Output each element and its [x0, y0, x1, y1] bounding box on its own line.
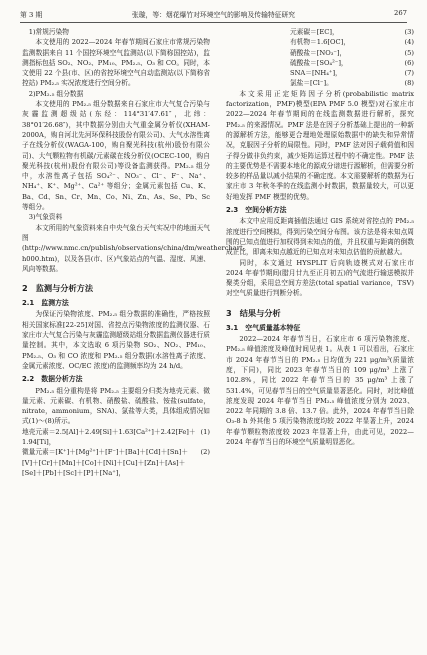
equation-number: (6)	[404, 58, 414, 67]
issue-label: 第 3 期	[20, 11, 43, 19]
equation-text: 元素碳＝[EC]，	[290, 28, 339, 36]
subsection-heading-2-1	[22, 298, 210, 308]
equation-text: 氯盐＝[Cl⁻]。	[290, 79, 333, 88]
subsection-heading-2-3	[226, 205, 414, 215]
equation-text: SNA＝[NH₄⁺]，	[290, 69, 342, 78]
paragraph-meteorology: 本文所用的气象资料来自中央气象台天气实况中的地面天气图(http://www.nmc.cn/publish/observations/china/dm/weatherchart-h000.htm)，以及各县(市、区)气象站点的气温、湿度、风速、风向等数据。	[22, 223, 245, 273]
subsection-title: 空气质量基本特征	[245, 323, 301, 332]
equation-text: 地壳元素＝2.5[Al]＋2.49[Si]＋1.63[Ca²⁺]＋2.42[Fe]＋1.94[Ti]，	[22, 427, 196, 446]
section-heading-3	[226, 308, 414, 319]
subsection-heading-3-1	[226, 323, 414, 333]
equation-number: (1)	[200, 427, 210, 436]
subsection-number: 3.1	[226, 323, 239, 332]
subsection-title: 数据分析方法	[41, 375, 83, 384]
section-number: 3	[226, 307, 232, 318]
paragraph-pmf: 本文采用正定矩阵因子分析(probabilistic matrix factorization，PMF)模型(EPA PMF 5.0 模型)对石家庄市 2022—2024 年春节期间的在线监测数据进行解析，探究 PM₂.₅ 的来源情况。PMF 法是在因子分析基础上提出的一种新的源解析方法，能够更合理地处理原始数据中的缺失和异常情况，克服因子分析的局限性。同时，PMF 法对因子载荷值和因子得分做非负约束，减少矩阵运算过程中的不确定性。PMF 法的主要优势是不需要本地化的源成分谱进行源解析，但需要分析较多的样品量以减小结果的不确定度。本文需要解析的数据为石家庄市 3 年秋冬季的在线监测小时数据，数据量较大，可以更好地发挥 PMF 模型的优势。	[226, 89, 414, 201]
section-title: 结果与分析	[239, 307, 281, 318]
subheading-pollutants: 1)常规污染物	[28, 28, 69, 36]
equation-number: (8)	[404, 79, 414, 88]
equation-number: (3)	[404, 28, 414, 36]
section-number: 2	[22, 283, 28, 294]
equation-1	[22, 427, 210, 448]
subheading-meteorology: 3)气象资料	[28, 213, 63, 222]
running-title: 张璇，等：烟花爆竹对环境空气的影响及传输特征研究	[131, 11, 296, 19]
subsection-title: 监测方法	[41, 299, 69, 308]
subsection-title: 空间分析方法	[245, 206, 287, 215]
paragraph-analysis-method: PM₂.₅ 组分重构是将 PM₂.₅ 主要组分归类为地壳元素、微量元素、元素碳、有机物、硝酸盐、硫酸盐、铵盐(sulfate，nitrate，ammonium，SNA)、氯盐等大类，具体组成情况如式(1)～(8)所示。	[22, 386, 210, 426]
equation-text: 微量元素＝[K⁺]＋[Mg²⁺]＋[F⁻]＋[Ba]＋[Cd]＋[Sn]＋[V]＋[Cr]＋[Mn]＋[Co]＋[Ni]＋[Cu]＋[Zn]＋[As]＋[Se]＋[Pb]＋[Sc]＋[P]＋[Na⁺]，	[22, 448, 189, 477]
paragraph-monitoring-method: 为保证污染物浓度、PM₂.₅ 组分数据的准确性，严格按照相关国家标准[22-25]对国、省控点污染物浓度的监测仪器、石家庄市大气复合污染与灰霾监测超级站组分数据监测仪器进行质量控制。其中，本文选取 6 项污染物 SO₂、NO₂、PM₁₀、PM₂.₅、O₃ 和 CO 浓度和 PM₂.₅ 组分数据(水溶性离子浓度、金属元素浓度、OC/EC 浓度)的监测频率均为 24 h/d。	[22, 310, 210, 370]
paragraph-spatial-1: 本文中应用反距离插值法通过 GIS 系统对省控点的 PM₂.₅ 浓度进行空间模拟，得到污染空间分布图。该方法是将未知点周围的已知点值进行加权得到未知点的值，并且权重与距离的倒数成正比，即离未知点越近的已知点对未知点估值的贡献越大。	[226, 217, 414, 257]
equation-number: (7)	[404, 69, 414, 78]
equation-3	[226, 27, 414, 37]
subsection-number: 2.1	[22, 299, 35, 308]
subsection-number: 2.3	[226, 206, 239, 215]
equation-number: (4)	[404, 38, 414, 47]
header-rule	[20, 22, 407, 23]
paragraph-components: 本文使用的 PM₂.₅ 组分数据来自石家庄市大气复合污染与灰霾监测超级站(东经：114°31′47.61″，北纬：38°01′26.68″)，其中数据分别由大气重金属分析仪(XHAM-2000A，购自河北先河环保科技股份有限公司)、大气水溶性离子在线分析仪(WAGA-100，购自聚光科技(杭州)股份有限公司)、大气颗粒物有机碳/元素碳在线分析仪(OCEC-100，购自聚光科技(杭州)股份有限公司)等设备监测获得。PM₂.₅ 组分中，水溶性离子包括 SO₄²⁻、NO₃⁻、Cl⁻、F⁻、Na⁺、NH₄⁺、K⁺、Mg²⁺、Ca²⁺ 等组分；金属元素包括 Cu、K、Ba、Cd、Sn、Cr、Mn、Co、Ni、Zn、As、Se、Pb、Sc 等组分。	[22, 100, 210, 212]
equation-5	[226, 48, 414, 58]
subsection-heading-2-2	[22, 374, 210, 384]
equation-text: 硝酸盐＝[NO₃⁻]，	[290, 48, 347, 57]
paragraph-spatial-2: 同时，本文通过 HYSPLIT 后向轨迹模式对石家庄市 2024 年春节期间(腊月廿九至正月初五)的气流进行输送模拟并聚类分组，采用总空间方差法(total spatial variance，TSV)对空气质量进行判断分析。	[226, 258, 414, 298]
equation-2	[22, 447, 210, 478]
running-header	[20, 9, 407, 21]
equation-8	[226, 78, 414, 88]
paragraph-air-quality: 2022—2024 年春节当日，石家庄市 6 项污染物浓度、PM₂.₅ 峰值浓度及峰值时间见表 1。从表 1 可以看出，石家庄市 2024 年春节当日的 PM₂.₅ 日均值为 221 μg/m³(质量浓度，下同)，同比 2023 年春节当日的 109 μg/m³ 上涨了 102.8%，同比 2022 年春节当日的 35 μg/m³ 上涨了 531.4%，可见春节当日的空气质量显著恶化。同时，对比峰值浓度发现 2024 年春节当日 PM₂.₅ 峰值浓度分别为 2023、2022 年同期的 3.8 倍、13.7 倍。此外，2024 年春节当日除 O₃-8 h 外其他 5 项污染物浓度均较 2022 年显著上升，2024 年春节颗粒物浓度较 2023 年显著上升，由此可见，2022—2024 年春节当日的环境空气质量明显恶化。	[226, 335, 414, 446]
equation-number: (2)	[200, 448, 210, 457]
subsection-number: 2.2	[22, 375, 35, 384]
equation-7	[226, 68, 414, 78]
subheading-components: 2)PM₂.₅ 组分数据	[28, 89, 84, 98]
equation-text: 有机物＝1.6[OC]，	[290, 38, 350, 47]
equation-number: (5)	[404, 48, 414, 57]
page-number: 267	[394, 9, 407, 17]
equation-4	[226, 37, 414, 47]
right-column	[226, 27, 414, 447]
section-title: 监测与分析方法	[35, 283, 94, 294]
section-heading-2	[22, 283, 210, 294]
equation-6	[226, 58, 414, 68]
equation-text: 硫酸盐＝[SO₄²⁻]，	[290, 58, 348, 67]
paragraph-pollutants: 本文使用的 2022—2024 年春节期间石家庄市常规污染物监测数据来自 11 个国控环境空气监测站(以下简称国控站)，监测指标包括 SO₂、NO₂、PM₁₀、PM₂.₅、O₃ 和 CO。同时，本文使用 22 个县(市、区)的省控环境空气自动监测站(以下简称省控站) PM₂.₅ 实况浓度进行空间分析。	[22, 38, 210, 88]
